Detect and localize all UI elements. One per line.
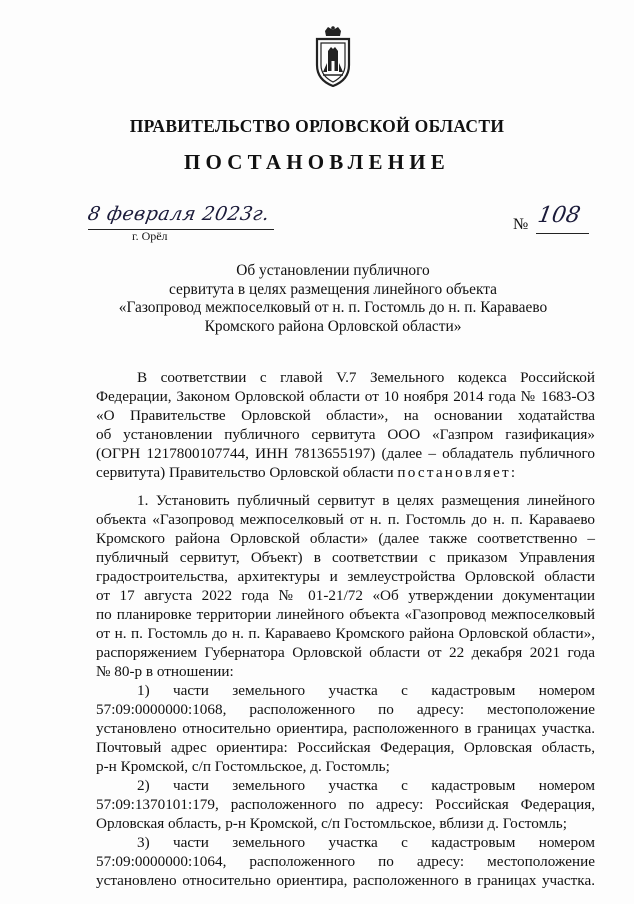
preamble-line — [96, 464, 595, 482]
preamble-line: об установлении публичного сервитута ООО «Газпром газификация» — [96, 426, 595, 443]
heading-line: сервитута в целях размещения линейного объекта — [169, 280, 497, 298]
item-1-line: № 80-р в отношении: — [96, 663, 234, 680]
handwritten-number: 108 — [535, 203, 583, 228]
date-underline — [88, 229, 274, 230]
subitem-1-line: р-н Кромской, с/п Гостомльское, д. Гостомль; — [96, 758, 390, 775]
subitem-1-line: Почтовый адрес ориентира: Российская Федерация, Орловская область, — [96, 739, 595, 756]
preamble-line: Федерации, Законом Орловской области от 10 ноября 2014 года № 1683-ОЗ — [96, 388, 595, 405]
preamble-line: В соответствии с главой V.7 Земельного кодекса Российской — [137, 369, 595, 386]
document-heading — [60, 262, 606, 336]
subitem-3-line: 3) части земельного участка с кадастровым номером — [137, 834, 595, 851]
preamble-line: «О Правительстве Орловской области», на основании ходатайства — [96, 407, 595, 424]
item-1-line: градостроительства, архитектуры и землеустройства Орловской области — [96, 568, 595, 585]
item-1-line: от н. п. Гостомль до н. п. Караваево Кромского района Орловской области», — [96, 625, 595, 642]
subitem-1-line: 1) части земельного участка с кадастровым номером — [137, 682, 595, 699]
city-label: г. Орёл — [132, 229, 168, 243]
subitem-3-line: установлено относительно ориентира, расположенного в границах участка. — [96, 872, 595, 889]
item-1-line: публичный сервитут, Объект) в соответствии с приказом Управления — [96, 549, 595, 566]
subitem-2-line: 2) части земельного участка с кадастровым номером — [137, 777, 595, 794]
heading-line: Кромского района Орловской области» — [204, 317, 462, 335]
subitem-2-line: Орловская область, р-н Кромской, с/п Гостомльское, вблизи д. Гостомль; — [96, 815, 567, 832]
document-type-title: ПОСТАНОВЛЕНИЕ — [183, 150, 451, 174]
number-label: № — [513, 216, 529, 233]
item-1-line: от 17 августа 2022 года № 01-21/72 «Об утверждении документации — [96, 587, 595, 604]
subitem-1-line: установлено относительно ориентира, расположенного в границах участка. — [96, 720, 595, 737]
heading-line: Об установлении публичного — [236, 262, 430, 279]
organization-name: ПРАВИТЕЛЬСТВО ОРЛОВСКОЙ ОБЛАСТИ — [129, 116, 505, 136]
item-1-line: по планировке территории линейного объекта «Газопровод межпоселковый — [96, 606, 595, 623]
handwritten-date: 8 февраля 2023г. — [86, 203, 272, 225]
number-underline — [536, 233, 589, 234]
heading-line: «Газопровод межпоселковый от н. п. Гостомль до н. п. Караваево — [118, 299, 548, 317]
preamble-line: (ОГРН 1217800107744, ИНН 7813655197) (далее – обладатель публичного — [96, 445, 595, 462]
resolves-word: постановляет: — [397, 464, 518, 481]
item-1-line: объекта «Газопровод межпоселковый от н. п. Гостомль до н. п. Караваево — [96, 511, 595, 528]
subitem-2-line: 57:09:1370101:179, расположенного по адресу: Российская Федерация, — [96, 796, 595, 813]
subitem-3-line: 57:09:0000000:1064, расположенного по адресу: местоположение — [96, 853, 595, 870]
date-field — [88, 205, 274, 233]
subitem-1-line: 57:09:0000000:1068, расположенного по адресу: местоположение — [96, 701, 595, 718]
item-1-line: 1. Установить публичный сервитут в целях размещения линейного — [137, 492, 595, 509]
item-1-line: распоряжением Губернатора Орловской области от 22 декабря 2021 года — [96, 644, 595, 661]
coat-of-arms-emblem — [311, 25, 355, 87]
preamble-text: сервитута) Правительство Орловской области — [96, 464, 398, 481]
item-1-line: Кромского района Орловской области» (далее также соответственно – — [96, 530, 595, 547]
